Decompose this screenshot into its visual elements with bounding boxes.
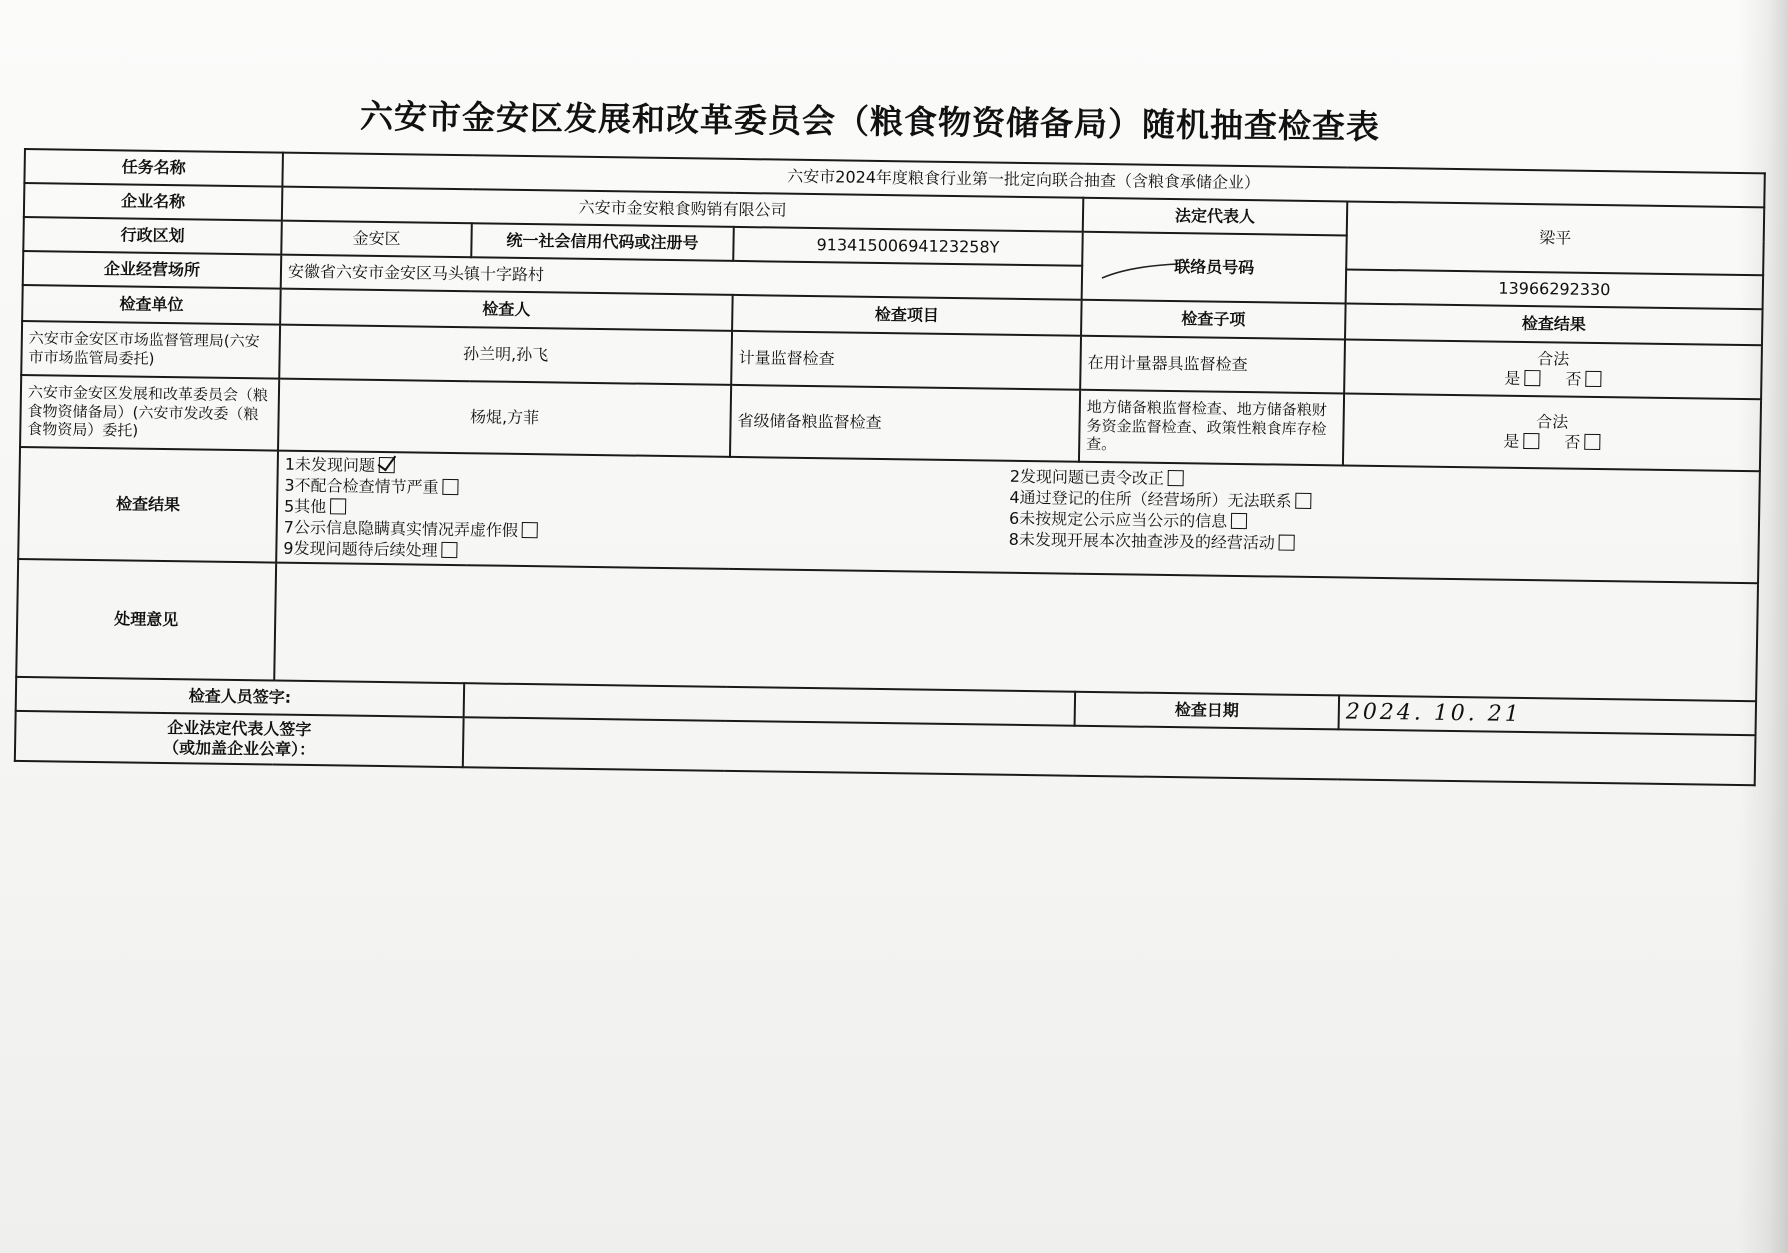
yes-checkbox[interactable] (1523, 433, 1539, 449)
inspection-unit-header: 检查单位 (22, 285, 281, 325)
result-option-7[interactable]: 7公示信息隐瞒真实情况弄虚作假 (284, 518, 1004, 548)
result-option-3-checkbox[interactable] (442, 479, 458, 495)
inspection-date-value[interactable] (1339, 695, 1757, 735)
inspection-inspectors: 孙兰明,孙飞 (279, 325, 732, 385)
result-option-7-checkbox[interactable] (522, 522, 538, 538)
inspection-date-handwritten: 2024. 10. 21 (1345, 699, 1522, 728)
no-label: 否 (1564, 432, 1581, 452)
task-name-label: 任务名称 (24, 149, 283, 187)
inspection-result-cell (1344, 339, 1762, 399)
result-option-5-checkbox[interactable] (330, 498, 346, 514)
credit-code-label: 统一社会信用代码或注册号 (471, 223, 734, 261)
result-option-8[interactable]: 8未发现开展本次抽查涉及的经营活动 (1009, 530, 1609, 558)
result-option-4-checkbox[interactable] (1295, 493, 1311, 509)
yes-option[interactable] (1504, 369, 1540, 389)
task-name-value: 六安市2024年度粮食行业第一批定向联合抽查（含粮食承储企业） (282, 153, 1764, 208)
inspection-result-header: 检查结果 (1345, 303, 1763, 345)
result-option-9[interactable]: 9发现问题待后续处理 (283, 539, 1003, 569)
yes-label: 是 (1504, 368, 1521, 388)
legal-rep-signature-label: 企业法定代表人签字 （或加盖企业公章）： (15, 711, 464, 767)
result-option-3[interactable]: 3不配合检查情节严重 (284, 476, 1004, 506)
inspection-result-label: 检查结果 (18, 447, 278, 563)
business-address-value: 安徽省六安市金安区马头镇十字路村 (281, 255, 1082, 300)
result-option-6-checkbox[interactable] (1231, 513, 1247, 529)
no-option[interactable] (1565, 370, 1601, 390)
company-name-label: 企业名称 (24, 183, 283, 221)
inspection-inspectors: 杨焜,方菲 (278, 379, 731, 457)
yes-label: 是 (1503, 431, 1520, 451)
result-option-5[interactable]: 5其他 (284, 497, 1004, 527)
result-option-1[interactable]: 1未发现问题 (285, 455, 1005, 485)
contact-phone-label: 联络员号码 (1082, 232, 1347, 304)
result-option-9-checkbox[interactable] (441, 542, 457, 558)
result-option-2[interactable]: 2发现问题已责令改正 (1010, 467, 1610, 495)
inspection-unit: 六安市金安区发展和改革委员会（粮食物资储备局）(六安市发改委（粮食物资局）委托) (20, 375, 279, 451)
inspection-subitem: 在用计量器具监督检查 (1080, 336, 1345, 394)
inspection-item: 省级储备粮监督检查 (730, 385, 1080, 462)
business-address-label: 企业经营场所 (23, 251, 282, 289)
inspection-result-cell (1343, 393, 1761, 471)
no-checkbox[interactable] (1584, 434, 1600, 450)
result-option-8-checkbox[interactable] (1279, 535, 1295, 551)
inspection-subitem: 地方储备粮监督检查、地方储备粮财务资金监督检查、政策性粮食库存检查。 (1079, 390, 1344, 466)
contact-phone-value: 13966292330 (1346, 269, 1764, 309)
page-title: 六安市金安区发展和改革委员会（粮食物资储备局）随机抽查检查表 (359, 96, 1381, 147)
result-options-cell (276, 451, 1760, 584)
inspector-signature-label: 检查人员签字: (16, 677, 465, 717)
result-options-right (1009, 464, 1610, 559)
admin-region-value: 金安区 (281, 221, 472, 258)
yes-checkbox[interactable] (1524, 370, 1540, 386)
yes-option[interactable] (1503, 432, 1539, 452)
result-option-4[interactable]: 4通过登记的住所（经营场所）无法联系 (1009, 488, 1609, 516)
legal-rep-label: 法定代表人 (1083, 198, 1348, 236)
inspection-unit: 六安市金安区市场监督管理局(六安市市场监管局委托) (21, 321, 280, 379)
legal-rep-value: 梁平 (1346, 201, 1764, 275)
no-label: 否 (1565, 369, 1582, 389)
inspection-table (14, 148, 1766, 786)
result-option-6[interactable]: 6未按规定公示应当公示的信息 (1009, 509, 1609, 537)
result-options-left (283, 454, 1005, 570)
result-option-1-checkbox[interactable] (379, 457, 395, 473)
inspection-date-label: 检查日期 (1075, 692, 1340, 730)
result-option-2-checkbox[interactable] (1168, 470, 1184, 486)
inspection-subitem-header: 检查子项 (1081, 300, 1346, 340)
credit-code-value: 91341500694123258Y (733, 227, 1083, 266)
inspection-item-header: 检查项目 (732, 295, 1082, 336)
handling-opinion-field[interactable] (274, 563, 1758, 702)
inspection-form (13, 148, 1764, 842)
inspection-item: 计量监督检查 (731, 331, 1081, 390)
no-option[interactable] (1564, 433, 1600, 453)
result-label: 合法 (1536, 412, 1569, 432)
inspector-header: 检查人 (280, 289, 733, 331)
admin-region-label: 行政区划 (23, 217, 282, 255)
handling-opinion-label: 处理意见 (16, 559, 276, 681)
company-name-value: 六安市金安粮食购销有限公司 (282, 187, 1083, 232)
result-label: 合法 (1537, 349, 1570, 369)
no-checkbox[interactable] (1585, 371, 1601, 387)
